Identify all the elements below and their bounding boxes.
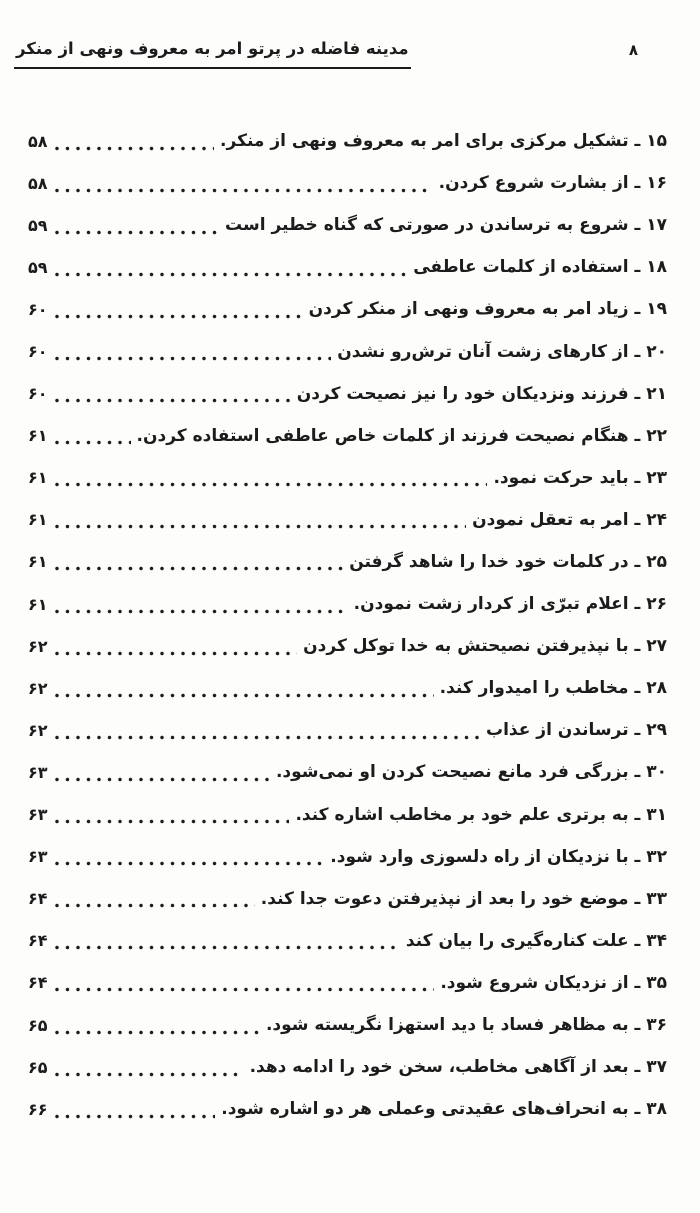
toc-entry-title: ۲۰ ـ از کارهای زشت آنان ترش‌رو نشدن (337, 341, 667, 362)
toc-entry (28, 415, 667, 457)
toc-entry (28, 625, 667, 667)
toc-entry (28, 751, 667, 793)
toc-entry (28, 162, 667, 204)
toc-entry-page: ۶۱ (28, 468, 48, 488)
dot-leader (55, 440, 131, 445)
dot-leader (55, 524, 467, 529)
toc-entry-page: ۶۵ (28, 1057, 48, 1077)
dot-leader (55, 819, 290, 824)
toc-entry-title: ۱۷ ـ شروع به ترساندن در صورتی که گناه خطیر است (225, 215, 667, 236)
dot-leader (55, 735, 480, 740)
dot-leader (55, 987, 435, 992)
toc-entry (28, 288, 667, 330)
dot-leader (55, 609, 348, 614)
toc-entry-page: ۵۹ (28, 257, 48, 277)
toc-entry-title: ۲۴ ـ امر به تعقل نمودن (472, 509, 667, 530)
toc-entry-page: ۶۶ (28, 1099, 48, 1119)
dot-leader (55, 482, 488, 487)
dot-leader (55, 188, 433, 193)
toc-entry-title: ۳۵ ـ از نزدیکان شروع شود. (440, 972, 667, 993)
toc-entry-title: ۳۷ ـ بعد از آگاهی مخاطب، سخن خود را ادامه دهد. (249, 1057, 667, 1078)
toc-entry (28, 541, 667, 583)
toc-entry-title: ۳۰ ـ بزرگی فرد مانع نصیحت کردن او نمی‌شود. (275, 762, 667, 783)
toc-entry-page: ۶۰ (28, 384, 48, 404)
running-header (14, 34, 638, 69)
dot-leader (55, 1072, 244, 1077)
dot-leader (55, 861, 325, 866)
toc-entry-page: ۶۲ (28, 678, 48, 698)
dot-leader (55, 566, 344, 571)
toc-entry-title: ۱۵ ـ تشکیل مرکزی برای امر به معروف ونهی از منکر. (220, 131, 667, 152)
toc-entry-title: ۲۱ ـ فرزند ونزدیکان خود را نیز نصیحت کردن (296, 383, 667, 404)
dot-leader (55, 693, 434, 698)
toc-entry-page: ۶۴ (28, 889, 48, 909)
toc-entry-page: ۶۵ (28, 1015, 48, 1035)
dot-leader (55, 777, 270, 782)
toc-entry-title: ۳۱ ـ به برتری علم خود بر مخاطب اشاره کند. (295, 804, 667, 825)
toc-entry-title: ۳۴ ـ علت کناره‌گیری را بیان کند (405, 930, 667, 951)
dot-leader (55, 398, 291, 403)
toc-entry-title: ۲۳ ـ باید حرکت نمود. (493, 467, 667, 488)
toc-entry-page: ۶۳ (28, 847, 48, 867)
dot-leader (55, 356, 332, 361)
toc-entry-page: ۶۴ (28, 931, 48, 951)
toc-entry (28, 120, 667, 162)
toc-entry-page: ۶۲ (28, 636, 48, 656)
dot-leader (55, 146, 215, 151)
toc-entry (28, 246, 667, 288)
book-title: مدینه فاضله در پرتو امر به معروف ونهی از منکر (14, 34, 411, 69)
toc-entry-page: ۶۰ (28, 299, 48, 319)
toc-entry-title: ۳۲ ـ با نزدیکان از راه دلسوزی وارد شود. (330, 846, 667, 867)
toc-entry-page: ۵۸ (28, 173, 48, 193)
toc-entry (28, 373, 667, 415)
toc-entry (28, 204, 667, 246)
dot-leader (55, 272, 408, 277)
toc-entry (28, 499, 667, 541)
toc-entry-page: ۶۳ (28, 805, 48, 825)
toc-entry-title: ۱۸ ـ استفاده از کلمات عاطفی (413, 257, 667, 278)
toc-entry-page: ۶۱ (28, 594, 48, 614)
toc-entry (28, 920, 667, 962)
toc-entry-title: ۳۸ ـ به انحراف‌های عقیدتی وعملی هر دو اشاره شود. (221, 1099, 667, 1120)
toc-entry-title: ۲۹ ـ ترساندن از عذاب (486, 720, 667, 741)
toc-list (28, 120, 667, 1130)
toc-entry (28, 1046, 667, 1088)
toc-entry-page: ۶۱ (28, 552, 48, 572)
dot-leader (55, 903, 255, 908)
toc-entry-title: ۲۲ ـ هنگام نصیحت فرزند از کلمات خاص عاطفی استفاده کردن. (136, 425, 667, 446)
dot-leader (55, 230, 219, 235)
toc-entry-page: ۶۳ (28, 762, 48, 782)
toc-entry-title: ۳۳ ـ موضع خود را بعد از نپذیرفتن دعوت جدا کند. (260, 888, 667, 909)
toc-entry-page: ۵۹ (28, 215, 48, 235)
toc-entry-title: ۱۶ ـ از بشارت شروع کردن. (438, 173, 667, 194)
toc-entry (28, 583, 667, 625)
page-number: ۸ (628, 41, 638, 59)
toc-entry-page: ۶۱ (28, 510, 48, 530)
toc-entry-title: ۲۸ ـ مخاطب را امیدوار کند. (439, 678, 667, 699)
toc-entry (28, 709, 667, 751)
toc-entry (28, 457, 667, 499)
dot-leader (55, 945, 400, 950)
dot-leader (55, 1030, 260, 1035)
toc-entry (28, 1004, 667, 1046)
toc-entry (28, 667, 667, 709)
toc-entry-page: ۶۴ (28, 973, 48, 993)
toc-entry-title: ۱۹ ـ زیاد امر به معروف ونهی از منکر کردن (308, 299, 667, 320)
toc-entry-title: ۲۶ ـ اعلام تبرّی از کردار زشت نمودن. (353, 594, 667, 615)
toc-entry (28, 836, 667, 878)
toc-entry-page: ۶۱ (28, 426, 48, 446)
dot-leader (55, 1114, 216, 1119)
toc-entry-page: ۵۸ (28, 131, 48, 151)
toc-entry-title: ۲۷ ـ با نپذیرفتن نصیحتش به خدا توکل کردن (303, 636, 667, 657)
toc-entry (28, 794, 667, 836)
dot-leader (55, 651, 298, 656)
toc-entry-page: ۶۰ (28, 342, 48, 362)
dot-leader (55, 314, 303, 319)
toc-entry-title: ۲۵ ـ در کلمات خود خدا را شاهد گرفتن (349, 551, 667, 572)
toc-entry (28, 962, 667, 1004)
toc-entry (28, 1088, 667, 1130)
toc-entry-page: ۶۲ (28, 720, 48, 740)
toc-entry (28, 330, 667, 372)
toc-entry-title: ۳۶ ـ به مظاهر فساد با دید استهزا نگریسته شود. (265, 1015, 667, 1036)
toc-entry (28, 878, 667, 920)
